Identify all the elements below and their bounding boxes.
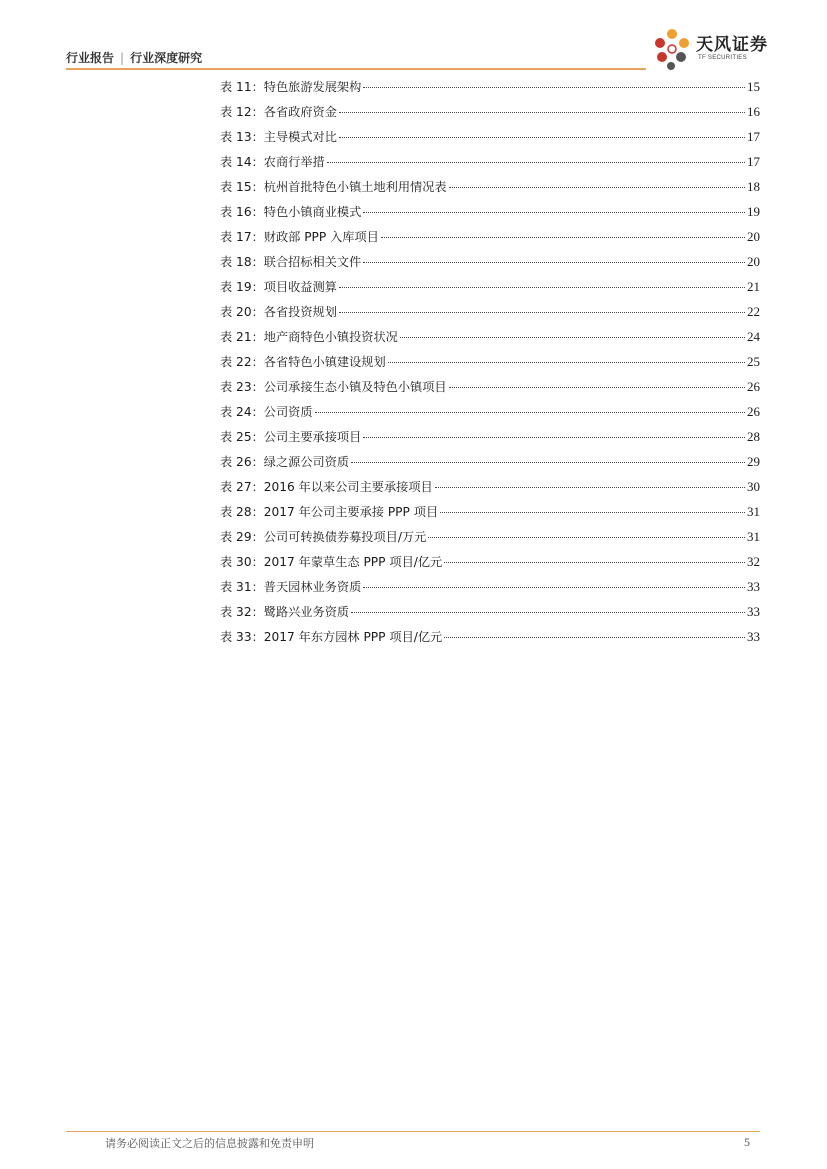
toc-entry[interactable] bbox=[220, 503, 760, 528]
company-logo bbox=[648, 26, 768, 72]
footer-disclaimer: 请务必阅读正文之后的信息披露和免责申明 bbox=[105, 1137, 314, 1150]
report-header bbox=[66, 49, 202, 66]
toc-entry[interactable] bbox=[220, 378, 760, 403]
toc-leader-dots bbox=[315, 412, 745, 413]
toc-entry-label: 表 30：2017 年蒙草生态 PPP 项目/亿元 bbox=[220, 555, 443, 569]
toc-leader-dots bbox=[363, 87, 745, 88]
toc-entry-label: 表 24：公司资质 bbox=[220, 405, 313, 419]
toc-entry[interactable] bbox=[220, 403, 760, 428]
toc-entry-page: 26 bbox=[747, 404, 760, 419]
toc-leader-dots bbox=[381, 237, 745, 238]
toc-entry[interactable] bbox=[220, 353, 760, 378]
toc-entry-page: 19 bbox=[747, 204, 760, 219]
toc-entry[interactable] bbox=[220, 178, 760, 203]
toc-leader-dots bbox=[363, 212, 745, 213]
toc-entry-page: 30 bbox=[747, 479, 760, 494]
toc-entry-page: 16 bbox=[747, 104, 760, 119]
toc-leader-dots bbox=[339, 137, 745, 138]
toc-leader-dots bbox=[351, 612, 745, 613]
toc-entry-page: 28 bbox=[747, 429, 760, 444]
toc-entry-label: 表 16：特色小镇商业模式 bbox=[220, 205, 362, 219]
toc-entry-page: 18 bbox=[747, 179, 760, 194]
toc-entry-page: 32 bbox=[747, 554, 760, 569]
flower-logo-icon bbox=[648, 26, 696, 72]
table-of-contents bbox=[220, 78, 760, 653]
toc-entry-label: 表 15：杭州首批特色小镇土地利用情况表 bbox=[220, 180, 447, 194]
toc-leader-dots bbox=[440, 512, 745, 513]
toc-entry[interactable] bbox=[220, 153, 760, 178]
footer-page-number: 5 bbox=[744, 1135, 750, 1149]
toc-entry-page: 33 bbox=[747, 629, 760, 644]
toc-leader-dots bbox=[388, 362, 745, 363]
toc-entry-label: 表 25：公司主要承接项目 bbox=[220, 430, 362, 444]
toc-leader-dots bbox=[435, 487, 745, 488]
toc-entry-label: 表 18：联合招标相关文件 bbox=[220, 255, 362, 269]
header-divider bbox=[66, 68, 646, 70]
toc-entry[interactable] bbox=[220, 528, 760, 553]
footer-divider bbox=[66, 1131, 760, 1132]
toc-leader-dots bbox=[444, 562, 745, 563]
toc-entry[interactable] bbox=[220, 253, 760, 278]
toc-entry[interactable] bbox=[220, 103, 760, 128]
toc-entry-page: 33 bbox=[747, 604, 760, 619]
toc-entry-label: 表 21：地产商特色小镇投资状况 bbox=[220, 330, 398, 344]
toc-leader-dots bbox=[444, 637, 745, 638]
header-separator: | bbox=[120, 51, 125, 65]
toc-entry-page: 21 bbox=[747, 279, 760, 294]
toc-entry-label: 表 12：各省政府资金 bbox=[220, 105, 337, 119]
toc-entry-page: 20 bbox=[747, 254, 760, 269]
toc-entry[interactable] bbox=[220, 428, 760, 453]
toc-entry-label: 表 29：公司可转换债券募投项目/万元 bbox=[220, 530, 427, 544]
toc-entry[interactable] bbox=[220, 578, 760, 603]
toc-entry-label: 表 26：绿之源公司资质 bbox=[220, 455, 350, 469]
toc-entry-label: 表 19：项目收益测算 bbox=[220, 280, 337, 294]
toc-entry-page: 17 bbox=[747, 129, 760, 144]
toc-entry[interactable] bbox=[220, 453, 760, 478]
toc-entry[interactable] bbox=[220, 203, 760, 228]
toc-entry-label: 表 32：鹭路兴业务资质 bbox=[220, 605, 350, 619]
toc-leader-dots bbox=[400, 337, 745, 338]
toc-leader-dots bbox=[449, 387, 745, 388]
toc-entry-label: 表 11：特色旅游发展架构 bbox=[220, 80, 362, 94]
logo-brand-en: TF SECURITIES bbox=[698, 55, 747, 61]
report-subcategory: 行业深度研究 bbox=[130, 51, 203, 65]
toc-entry[interactable] bbox=[220, 278, 760, 303]
toc-entry-page: 17 bbox=[747, 154, 760, 169]
toc-entry-page: 22 bbox=[747, 304, 760, 319]
toc-entry-label: 表 14：农商行举措 bbox=[220, 155, 325, 169]
toc-entry[interactable] bbox=[220, 78, 760, 103]
toc-entry-label: 表 23：公司承接生态小镇及特色小镇项目 bbox=[220, 380, 447, 394]
toc-entry[interactable] bbox=[220, 603, 760, 628]
toc-entry[interactable] bbox=[220, 228, 760, 253]
logo-brand-cn: 天风证券 bbox=[696, 35, 768, 55]
report-category: 行业报告 bbox=[66, 51, 115, 65]
toc-entry[interactable] bbox=[220, 303, 760, 328]
toc-entry[interactable] bbox=[220, 628, 760, 653]
toc-entry-page: 29 bbox=[747, 454, 760, 469]
toc-leader-dots bbox=[428, 537, 745, 538]
toc-entry-page: 31 bbox=[747, 504, 760, 519]
toc-leader-dots bbox=[363, 437, 745, 438]
toc-entry-label: 表 31：普天园林业务资质 bbox=[220, 580, 362, 594]
toc-entry-label: 表 22：各省特色小镇建设规划 bbox=[220, 355, 386, 369]
toc-leader-dots bbox=[449, 187, 745, 188]
toc-entry-page: 31 bbox=[747, 529, 760, 544]
toc-entry-page: 26 bbox=[747, 379, 760, 394]
toc-entry[interactable] bbox=[220, 328, 760, 353]
toc-entry-page: 33 bbox=[747, 579, 760, 594]
toc-entry-label: 表 17：财政部 PPP 入库项目 bbox=[220, 230, 379, 244]
toc-leader-dots bbox=[339, 287, 745, 288]
toc-entry-label: 表 27：2016 年以来公司主要承接项目 bbox=[220, 480, 433, 494]
toc-entry-page: 24 bbox=[747, 329, 760, 344]
toc-leader-dots bbox=[363, 262, 745, 263]
toc-entry-page: 25 bbox=[747, 354, 760, 369]
toc-leader-dots bbox=[351, 462, 745, 463]
toc-entry[interactable] bbox=[220, 478, 760, 503]
toc-entry[interactable] bbox=[220, 553, 760, 578]
toc-entry-label: 表 33：2017 年东方园林 PPP 项目/亿元 bbox=[220, 630, 443, 644]
toc-leader-dots bbox=[363, 587, 745, 588]
toc-entry-page: 15 bbox=[747, 79, 760, 94]
toc-leader-dots bbox=[339, 112, 745, 113]
toc-entry-label: 表 28：2017 年公司主要承接 PPP 项目 bbox=[220, 505, 439, 519]
toc-leader-dots bbox=[339, 312, 745, 313]
toc-entry-label: 表 13：主导模式对比 bbox=[220, 130, 337, 144]
toc-entry-label: 表 20：各省投资规划 bbox=[220, 305, 337, 319]
toc-entry[interactable] bbox=[220, 128, 760, 153]
toc-entry-page: 20 bbox=[747, 229, 760, 244]
toc-leader-dots bbox=[327, 162, 745, 163]
